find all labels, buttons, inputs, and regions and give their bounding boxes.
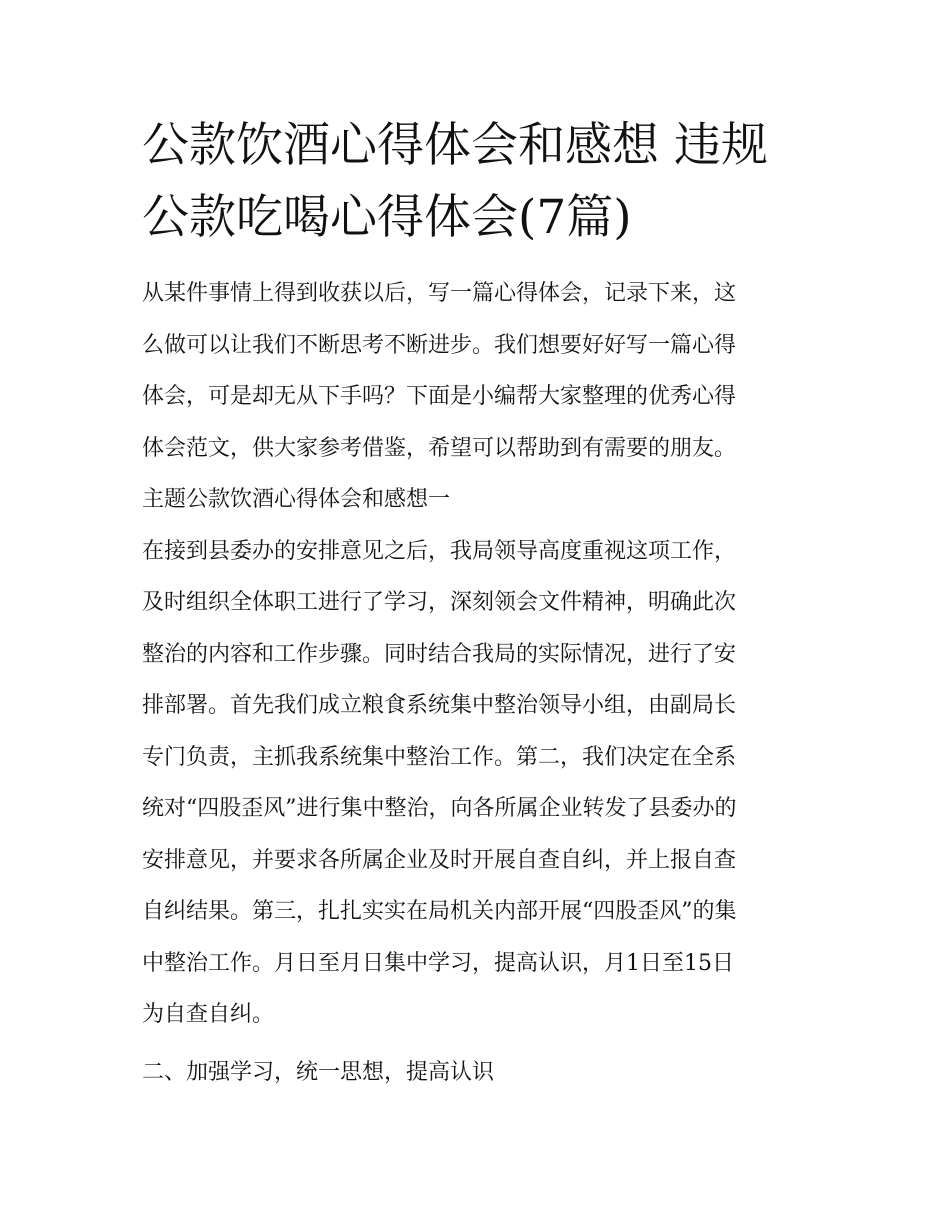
body-line: 及时组织全体职工进行了学习，深刻领会文件精神，明确此次 [142,590,737,615]
body-line: 为自查自纠。 [142,1002,275,1027]
body-line: 自纠结果。第三，扎扎实实在局机关内部开展“四股歪风”的集 [142,899,737,924]
intro-line: 体会范文，供大家参考借鉴，希望可以帮助到有需要的朋友。 [142,435,737,461]
intro-paragraph [142,268,812,474]
document-title: 公款饮酒心得体会和感想 违规公款吃喝心得体会(7篇) [142,118,768,245]
body-line: 整治的内容和工作步骤。同时结合我局的实际情况，进行了安 [142,641,737,667]
body-line: 排部署。首先我们成立粮食系统集中整治领导小组，由副局长 [142,693,737,718]
body-line: 统对“四股歪风”进行集中整治，向各所属企业转发了县委办的 [142,796,737,821]
intro-line: 么做可以让我们不断思考不断进步。我们想要好好写一篇心得 [142,332,737,358]
document-page [142,110,812,1098]
intro-line: 体会，可是却无从下手吗？下面是小编帮大家整理的优秀心得 [142,384,737,409]
intro-line: 从某件事情上得到收获以后，写一篇心得体会，记录下来，这 [142,281,737,306]
body-line: 安排意见，并要求各所属企业及时开展自查自纠，并上报自查 [142,847,737,873]
body-paragraph [142,526,812,1041]
body-line: 中整治工作。月日至月日集中学习，提高认识，月1日至15日 [142,950,734,976]
section-title: 主题公款饮酒心得体会和感想一 [142,487,451,512]
subheading: 二、加强学习，统一思想，提高认识 [142,1059,495,1085]
body-line: 专门负责，主抓我系统集中整治工作。第二，我们决定在全系 [142,744,737,770]
body-line: 在接到县委办的安排意见之后，我局领导高度重视这项工作， [142,538,737,564]
